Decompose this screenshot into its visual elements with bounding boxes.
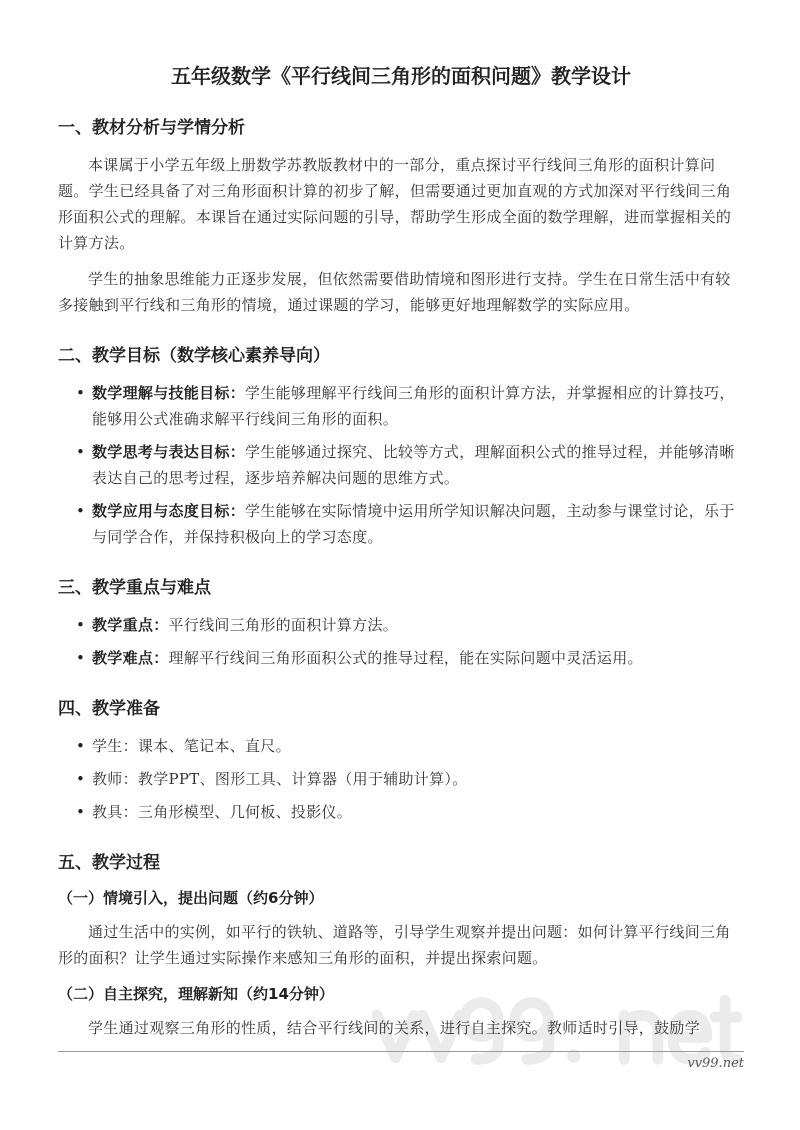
- paragraph: 通过生活中的实例，如平行的铁轨、道路等，引导学生观察并提出问题：如何计算平行线间三角形的面积？让学生通过实际操作来感知三角形的面积，并提出探索问题。: [58, 923, 731, 967]
- list-item: • 教学重点：平行线间三角形的面积计算方法。: [58, 612, 744, 638]
- list-item: • 教学难点：理解平行线间三角形面积公式的推导过程，能在实际问题中灵活运用。: [58, 645, 744, 671]
- objectives-list: [58, 380, 744, 550]
- subsection-heading: （二）自主探究，理解新知（约14分钟）: [58, 985, 334, 1003]
- paragraph: 本课属于小学五年级上册数学苏教版教材中的一部分，重点探讨平行线间三角形的面积计算问题。学生已经具备了对三角形面积计算的初步了解，但需要通过更加直观的方式加深对平行线间三角形面积公式的理解。本课旨在通过实际问题的引导，帮助学生形成全面的数学理解，进而掌握相关的计算方法。: [58, 156, 732, 252]
- list-item: • 学生：课本、笔记本、直尺。: [58, 733, 744, 759]
- list-item: • 数学应用与态度目标：学生能够在实际情境中运用所学知识解决问题，主动参与课堂讨论，乐于与同学合作，并保持积极向上的学习态度。: [58, 498, 744, 550]
- footer-site: vv99.net: [687, 1056, 744, 1071]
- list-item: • 数学理解与技能目标：学生能够理解平行线间三角形的面积计算方法，并掌握相应的计算技巧，能够用公式准确求解平行线间三角形的面积。: [58, 380, 744, 432]
- section-heading-4: 四、教学准备: [58, 699, 160, 719]
- footer-divider: [58, 1051, 744, 1052]
- document-title: 五年级数学《平行线间三角形的面积问题》教学设计: [171, 64, 631, 88]
- paragraph: 学生的抽象思维能力正逐步发展，但依然需要借助情境和图形进行支持。学生在日常生活中有较多接触到平行线和三角形的情境，通过课题的学习，能够更好地理解数学的实际应用。: [58, 270, 731, 314]
- list-item: • 数学思考与表达目标：学生能够通过探究、比较等方式，理解面积公式的推导过程，并能够清晰表达自己的思考过程，逐步培养解决问题的思维方式。: [58, 439, 744, 491]
- list-item: • 教具：三角形模型、几何板、投影仪。: [58, 799, 744, 825]
- paragraph: 学生通过观察三角形的性质，结合平行线间的关系，进行自主探究。教师适时引导，鼓励学: [88, 1019, 701, 1037]
- section-heading-3: 三、教学重点与难点: [58, 578, 211, 598]
- section-heading-1: 一、教材分析与学情分析: [58, 118, 245, 138]
- key-points-list: [58, 612, 744, 671]
- subsection-heading: （一）情境引入，提出问题（约6分钟）: [58, 889, 324, 907]
- section-heading-5: 五、教学过程: [58, 853, 160, 873]
- preparation-list: [58, 733, 744, 825]
- section-heading-2: 二、教学目标（数学核心素养导向）: [58, 346, 330, 366]
- list-item: • 教师：教学PPT、图形工具、计算器（用于辅助计算）。: [58, 766, 744, 792]
